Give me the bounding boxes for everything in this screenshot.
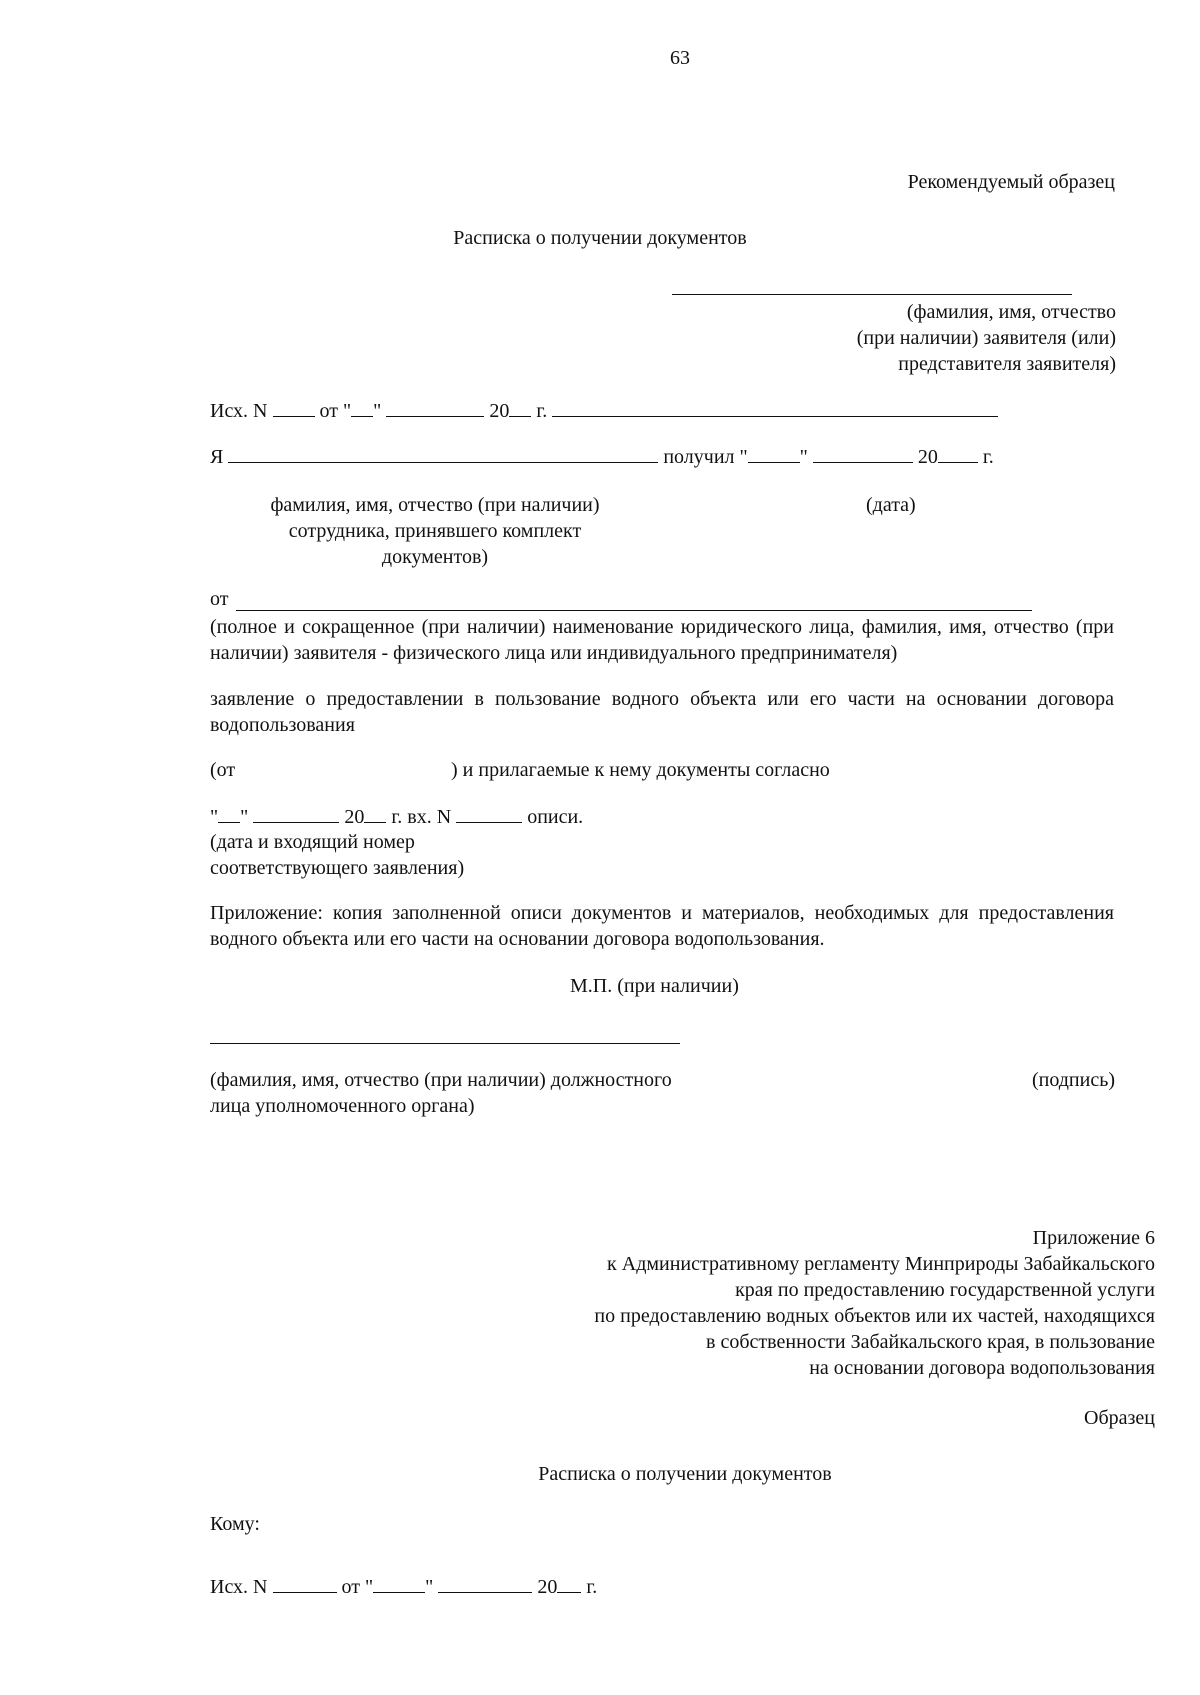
sample-label: Образец [1084, 1407, 1155, 1429]
inv-day-blank [218, 804, 240, 823]
app-ref-prefix: Исх. N [210, 1576, 268, 1598]
app-ref-from: от " [341, 1576, 374, 1598]
from-paren-open: (от [210, 759, 236, 781]
received-day-blank [748, 444, 800, 463]
inv-month-blank [253, 804, 339, 823]
received-year-blank [938, 444, 978, 463]
employee-name-blank [228, 444, 658, 463]
inv-inventory: описи. [527, 806, 584, 828]
inv-year-blank [364, 804, 386, 823]
signature-caption: (подпись) [1031, 1069, 1115, 1091]
app-ref-number-blank [273, 1574, 337, 1593]
ref-extra-blank [552, 398, 998, 417]
ref-from: от " [319, 400, 352, 422]
recommended-sample-label: Рекомендуемый образец [907, 171, 1115, 193]
employee-caption-1: фамилия, имя, отчество (при наличии) [270, 494, 600, 516]
received-label: получил " [663, 446, 748, 468]
outgoing-ref-row [210, 398, 998, 424]
ref-day-blank [351, 398, 373, 417]
received-quote: " [799, 446, 808, 468]
app-ref-g: г. [586, 1576, 598, 1598]
app-ref-year: 20 [537, 1576, 558, 1598]
inv-g-in: г. вх. N [391, 806, 452, 828]
app-ref-month-blank [438, 1574, 532, 1593]
seal-label: М.П. (при наличии) [570, 975, 739, 997]
app-ref-quote: " [425, 1576, 434, 1598]
receipt-title: Расписка о получении документов [453, 227, 747, 249]
from-name-line [236, 610, 1032, 611]
appendix-receipt-title: Расписка о получении документов [538, 1463, 832, 1485]
ref-month-blank [386, 398, 484, 417]
from-paren-rest: ) и прилагаемые к нему документы согласно [451, 759, 830, 781]
appendix-heading-1: Приложение 6 [1032, 1227, 1155, 1249]
appendix-heading-2: к Административному регламенту Минприроды Забайкальского [607, 1253, 1155, 1275]
inventory-row [210, 804, 583, 830]
ref-year: 20 [489, 400, 510, 422]
applicant-caption-3: представителя заявителя) [898, 353, 1116, 375]
appendix-heading-4: по предоставлению водных объектов или их частей, находящихся [594, 1305, 1155, 1327]
official-name-line [210, 1043, 680, 1044]
page-number: 63 [670, 47, 690, 69]
statement-text: заявление о предоставлении в пользование водного объекта или его части на основании договора водопользования [210, 688, 1114, 736]
inventory-caption-2: соответствующего заявления) [210, 857, 465, 879]
inv-year: 20 [344, 806, 365, 828]
received-year: 20 [917, 446, 938, 468]
appendix-heading-6: на основании договора водопользования [809, 1357, 1155, 1379]
inv-q2: " [240, 806, 249, 828]
received-row [210, 444, 994, 470]
appendix-heading-3: края по предоставлению государственной услуги [735, 1279, 1155, 1301]
ref-g: г. [536, 400, 548, 422]
app-ref-day-blank [373, 1574, 425, 1593]
received-month-blank [813, 444, 913, 463]
from-caption: (полное и сокращенное (при наличии) наименование юридического лица, фамилия, имя, отчество (при наличии) заявителя - физического лица или индивидуального предпринимателя) [210, 616, 1114, 664]
official-caption-1: (фамилия, имя, отчество (при наличии) должностного [210, 1069, 672, 1091]
applicant-caption-1: (фамилия, имя, отчество [906, 301, 1116, 323]
inventory-caption-1: (дата и входящий номер [210, 831, 415, 853]
received-g: г. [982, 446, 994, 468]
ref-year-blank [509, 398, 531, 417]
received-i: Я [210, 446, 224, 468]
official-caption-2: лица уполномоченного органа) [210, 1095, 475, 1117]
to-label: Кому: [210, 1513, 260, 1535]
employee-caption-3: документов) [381, 546, 489, 568]
ref-prefix: Исх. N [210, 400, 268, 422]
from-label: от [210, 588, 229, 610]
date-caption: (дата) [866, 494, 916, 516]
appendix-ref-row [210, 1574, 597, 1600]
inv-q1: " [210, 806, 219, 828]
app-ref-year-blank [557, 1574, 581, 1593]
ref-quote: " [373, 400, 382, 422]
inv-number-blank [456, 804, 522, 823]
appendix-heading-5: в собственности Забайкальского края, в пользование [706, 1331, 1155, 1353]
ref-number-blank [273, 398, 315, 417]
applicant-name-line [672, 294, 1072, 295]
applicant-caption-2: (при наличии) заявителя (или) [856, 327, 1116, 349]
employee-caption-2: сотрудника, принявшего комплект [288, 520, 582, 542]
attachment-text: Приложение: копия заполненной описи документов и материалов, необходимых для предоставления водного объекта или его части на основании договора водопользования. [210, 902, 1114, 950]
